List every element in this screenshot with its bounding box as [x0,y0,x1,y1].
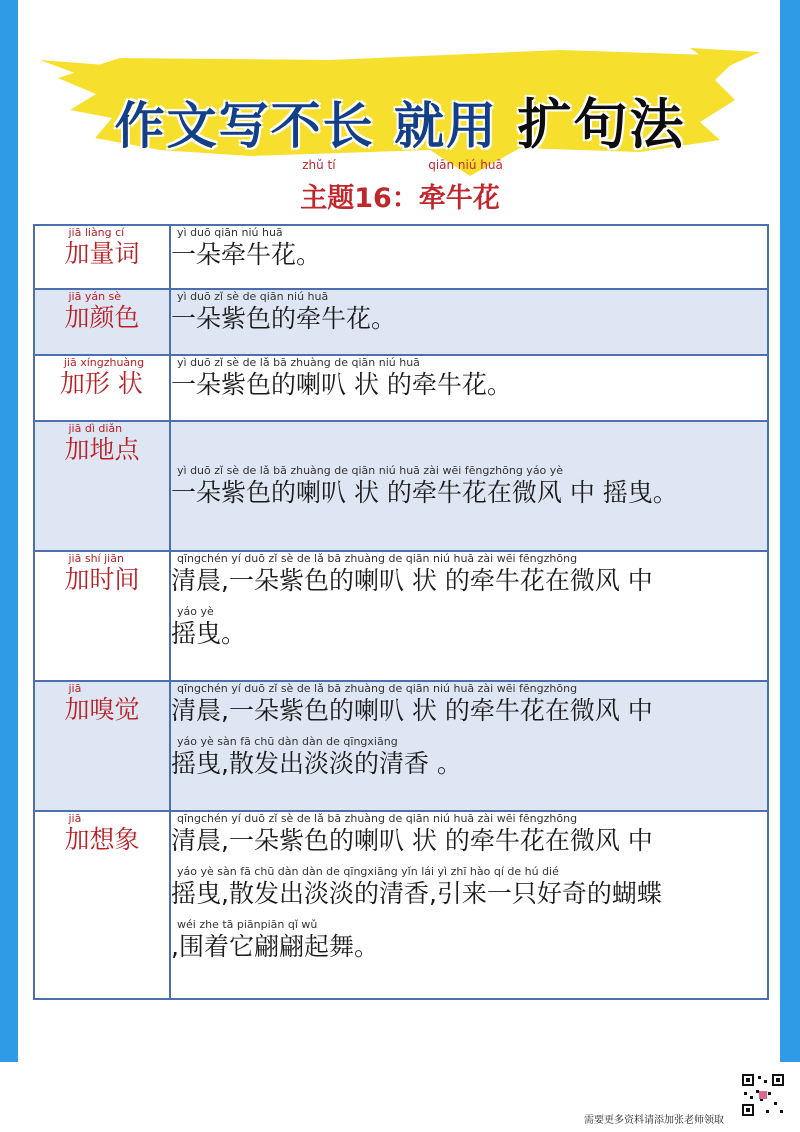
sentence-text: 清晨,一朵紫色的喇叭 状 的牵牛花在微风 中 [171,826,653,855]
table-row [34,421,768,551]
sentence-text: 一朵紫色的喇叭 状 的牵牛花。 [171,370,512,399]
row-sentence-cell [170,811,768,999]
sentence-text: 清晨,一朵紫色的喇叭 状 的牵牛花在微风 中 [171,696,653,725]
sentence-text: 摇曳,散发出淡淡的清香,引来一只好奇的蝴蝶 [171,879,662,908]
row-label-pinyin: jiā dì diǎn [68,422,123,435]
row-label-text: 加地点 [64,435,140,464]
row-label-cell [34,225,170,289]
table-row [34,289,768,355]
qr-code-icon [740,1072,786,1118]
sentence-text: 一朵紫色的牵牛花。 [171,304,397,333]
row-label-cell [34,355,170,421]
row-label-text: 加时间 [64,565,140,594]
sentence-text: 一朵紫色的喇叭 状 的牵牛花在微风 中 摇曳。 [171,477,678,507]
row-sentence-cell [170,681,768,811]
sentence-pinyin: yì duō zǐ sè de lǎ bā zhuàng de qiān niú huā zài wēi fēngzhōng yáo yè [177,463,564,477]
sentence-pinyin: qīngchén yí duō zǐ sè de lǎ bā zhuàng de qiān niú huā zài wēi fēngzhōng [177,812,578,825]
row-label-pinyin: jiā [68,682,82,695]
table-row [34,551,768,681]
subtitle-pinyin-left: zhǔ tí [302,158,336,172]
table-body [34,225,768,999]
line-gap [171,857,767,865]
sentence-text: 一朵牵牛花。 [171,240,322,269]
row-label-pinyin: jiā liàng cí [68,226,125,239]
sentence-pinyin: yáo yè [177,605,214,618]
expansion-table [33,224,769,1000]
row-label-pinyin: jiā yán sè [68,290,122,303]
subtitle-text: 主题16：牵牛花 [300,183,500,214]
line-gap [171,910,767,918]
row-sentence-cell [170,225,768,289]
row-label-text: 加形 状 [59,369,143,398]
sentence-text: 摇曳。 [171,619,247,648]
row-label-cell [34,811,170,999]
table-row [34,355,768,421]
subtitle-pinyin-right: qiān niú huā [428,158,503,172]
row-label-cell [34,289,170,355]
sentence-pinyin: qīngchén yí duō zǐ sè de lǎ bā zhuàng de qiān niú huā zài wēi fēngzhōng [177,552,578,565]
sentence-pinyin: yáo yè sàn fā chū dàn dàn de qīngxiāng [177,735,398,748]
row-label [64,552,139,595]
row-label-text: 加嗅觉 [64,695,140,724]
table-row [34,681,768,811]
table-row [34,811,768,999]
sentence-text: ,围着它翩翩起舞。 [171,932,379,961]
sentence-pinyin: qīngchén yí duō zǐ sè de lǎ bā zhuàng de qiān niú huā zài wēi fēngzhōng [177,682,578,695]
row-sentence-cell [170,421,768,551]
row-label-cell [34,421,170,551]
row-label [64,812,139,855]
row-sentence-cell [170,355,768,421]
row-label [64,226,139,269]
row-label [60,356,144,399]
footer-note: 需要更多资料请添加张老师领取 [584,1115,724,1126]
row-label-text: 加量词 [64,239,140,268]
line-gap [171,727,767,735]
sentence-pinyin: wéi zhe tā piānpiān qǐ wǔ [177,918,318,931]
row-label [64,290,139,333]
row-label-cell [34,681,170,811]
sentence-pinyin: yì duō qiān niú huā [177,226,283,239]
row-label-pinyin: jiā xíngzhuàng [63,356,145,369]
line-gap [171,597,767,605]
row-label [64,422,139,465]
row-label-cell [34,551,170,681]
row-sentence-cell [170,289,768,355]
row-label [64,682,139,725]
sentence-pinyin: yì duō zǐ sè de qiān niú huā [177,290,329,303]
title-highlight-text: 扩句法 [517,93,686,156]
table-row [34,225,768,289]
sentence-pinyin: yì duō zǐ sè de lǎ bā zhuàng de qiān niú huā [177,356,420,369]
row-label-text: 加想象 [64,825,140,854]
subtitle [300,158,503,215]
subtitle-area [0,158,800,215]
sentence-text: 清晨,一朵紫色的喇叭 状 的牵牛花在微风 中 [171,566,653,595]
row-sentence-cell [170,551,768,681]
title-banner [0,0,800,230]
row-label-text: 加颜色 [64,303,140,332]
sentence-pinyin: yáo yè sàn fā chū dàn dàn de qīngxiāng yǐn lái yì zhī hào qí de hú dié [177,865,559,878]
title-main-text: 作文写不长 就用 [114,97,498,155]
sentence-text: 摇曳,散发出淡淡的清香 。 [171,749,462,778]
page-title [0,82,800,159]
row-label-pinyin: jiā shí jiān [68,552,124,565]
row-label-pinyin: jiā [68,812,82,825]
